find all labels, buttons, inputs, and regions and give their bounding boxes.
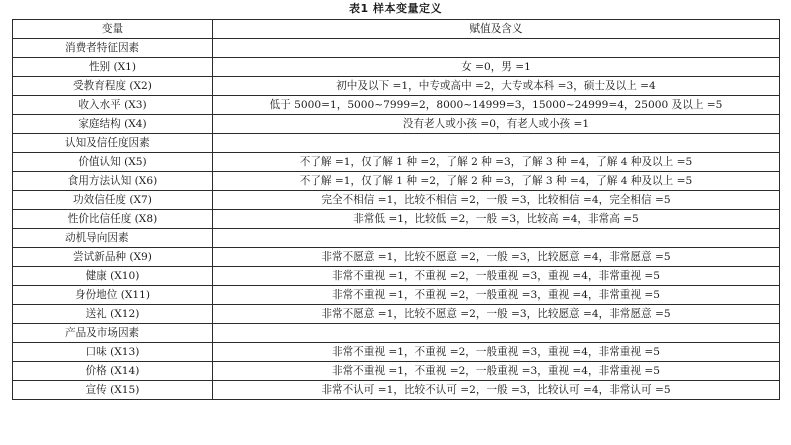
variable-definition: 非常不愿意 =1，比较不愿意 =2，一般 =3，比较愿意 =4，非常愿意 =5 — [213, 248, 780, 267]
variable-name: 收入水平 (X3) — [13, 96, 213, 115]
variable-name: 宣传 (X15) — [13, 381, 213, 400]
variable-name: 性价比信任度 (X8) — [13, 210, 213, 229]
variable-name: 健康 (X10) — [13, 267, 213, 286]
table-caption: 表1 样本变量定义 — [349, 2, 442, 15]
variable-name: 受教育程度 (X2) — [13, 77, 213, 96]
table-row — [13, 153, 780, 172]
table-body — [13, 39, 780, 400]
table-header-row — [13, 20, 780, 39]
table-row — [13, 191, 780, 210]
category-label: 消费者特征因素 — [13, 39, 213, 58]
variable-name: 食用方法认知 (X6) — [13, 172, 213, 191]
variable-name: 性别 (X1) — [13, 58, 213, 77]
variable-definition: 完全不相信 =1，比较不相信 =2，一般 =3，比较相信 =4，完全相信 =5 — [213, 191, 780, 210]
table-row — [13, 267, 780, 286]
table-row — [13, 172, 780, 191]
variable-definition: 不了解 =1，仅了解 1 种 =2，了解 2 种 =3，了解 3 种 =4，了解 4 种及以上 =5 — [213, 172, 780, 191]
variable-name: 身份地位 (X11) — [13, 286, 213, 305]
category-row — [13, 324, 780, 343]
table-row — [13, 58, 780, 77]
category-label: 动机导向因素 — [13, 229, 213, 248]
variable-definition-table — [12, 19, 780, 400]
variable-definition: 没有老人或小孩 =0，有老人或小孩 =1 — [213, 115, 780, 134]
table-row — [13, 362, 780, 381]
variable-definition: 非常不重视 =1，不重视 =2，一般重视 =3，重视 =4，非常重视 =5 — [213, 343, 780, 362]
table-row — [13, 96, 780, 115]
variable-name: 价值认知 (X5) — [13, 153, 213, 172]
variable-name: 功效信任度 (X7) — [13, 191, 213, 210]
variable-definition: 非常不重视 =1，不重视 =2，一般重视 =3，重视 =4，非常重视 =5 — [213, 267, 780, 286]
variable-name: 尝试新品种 (X9) — [13, 248, 213, 267]
table-row — [13, 248, 780, 267]
category-row — [13, 134, 780, 153]
variable-definition: 不了解 =1，仅了解 1 种 =2，了解 2 种 =3，了解 3 种 =4，了解 4 种及以上 =5 — [213, 153, 780, 172]
category-row — [13, 39, 780, 58]
table-row — [13, 210, 780, 229]
variable-name: 送礼 (X12) — [13, 305, 213, 324]
table-row — [13, 286, 780, 305]
variable-name: 口味 (X13) — [13, 343, 213, 362]
table-row — [13, 305, 780, 324]
table-row — [13, 343, 780, 362]
table-row — [13, 115, 780, 134]
category-empty-cell — [213, 229, 780, 248]
category-empty-cell — [213, 134, 780, 153]
variable-name: 家庭结构 (X4) — [13, 115, 213, 134]
table-row — [13, 381, 780, 400]
category-label: 产品及市场因素 — [13, 324, 213, 343]
category-empty-cell — [213, 324, 780, 343]
variable-definition: 非常不重视 =1，不重视 =2，一般重视 =3，重视 =4，非常重视 =5 — [213, 286, 780, 305]
header-value-meaning: 赋值及含义 — [213, 20, 780, 39]
category-empty-cell — [213, 39, 780, 58]
category-label: 认知及信任度因素 — [13, 134, 213, 153]
variable-definition: 非常低 =1，比较低 =2，一般 =3，比较高 =4，非常高 =5 — [213, 210, 780, 229]
variable-name: 价格 (X14) — [13, 362, 213, 381]
variable-definition: 低于 5000=1，5000~7999=2，8000~14999=3，15000~24999=4，25000 及以上 =5 — [213, 96, 780, 115]
variable-definition: 非常不认可 =1，比较不认可 =2，一般 =3，比较认可 =4，非常认可 =5 — [213, 381, 780, 400]
variable-definition: 非常不愿意 =1，比较不愿意 =2，一般 =3，比较愿意 =4，非常愿意 =5 — [213, 305, 780, 324]
variable-definition: 非常不重视 =1，不重视 =2，一般重视 =3，重视 =4，非常重视 =5 — [213, 362, 780, 381]
table-row — [13, 77, 780, 96]
header-variable: 变量 — [13, 20, 213, 39]
variable-definition: 初中及以下 =1，中专或高中 =2，大专或本科 =3，硕士及以上 =4 — [213, 77, 780, 96]
category-row — [13, 229, 780, 248]
variable-definition: 女 =0，男 =1 — [213, 58, 780, 77]
